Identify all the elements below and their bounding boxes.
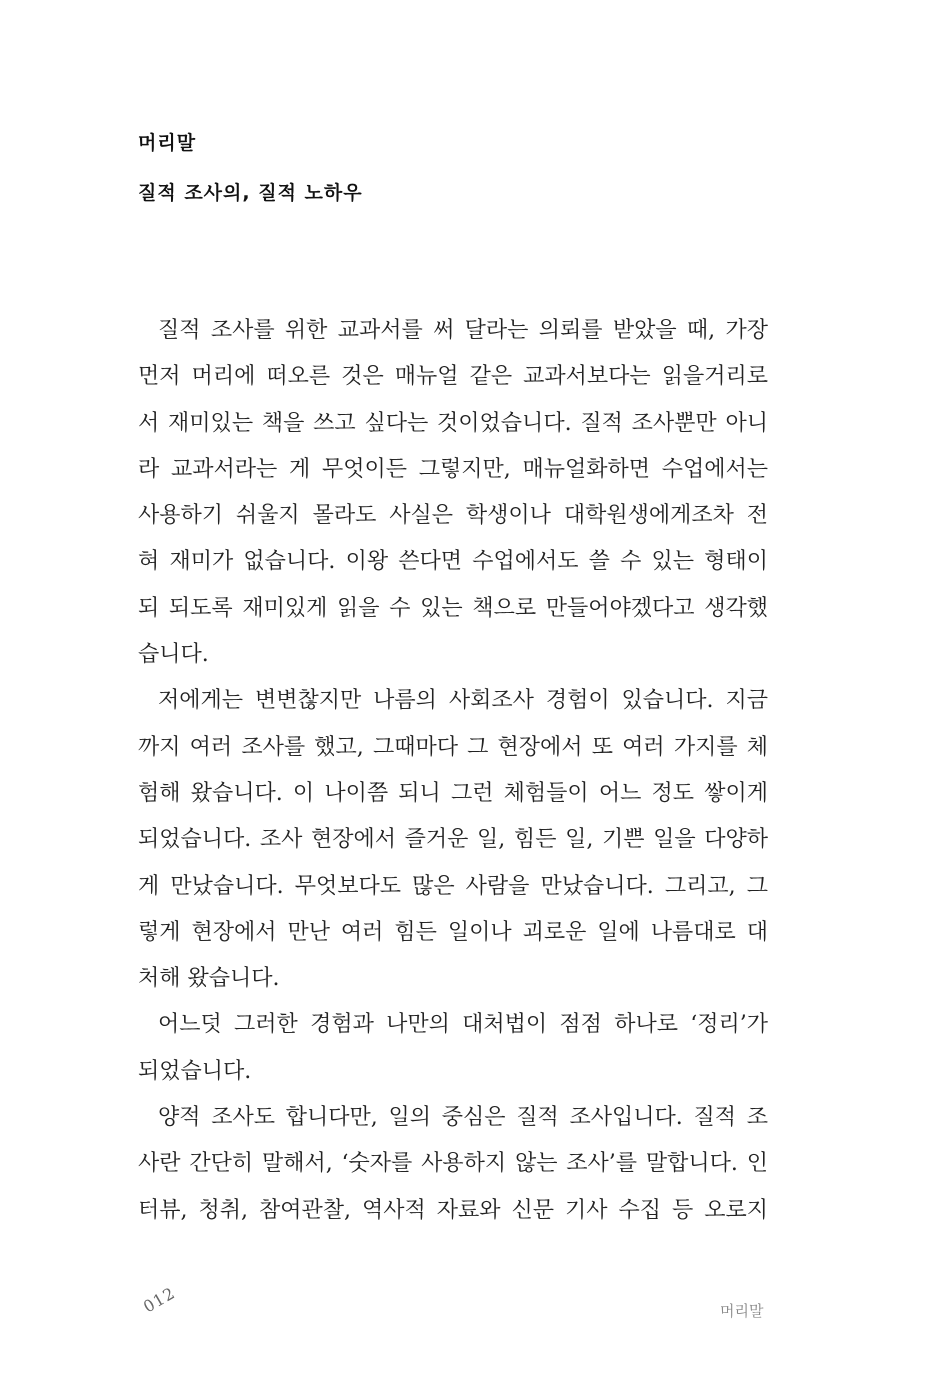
body-line-9: 저에게는 변변찮지만 나름의 사회조사 경험이 있습니다. 지금 — [158, 688, 768, 714]
running-head: 머리말 — [720, 1302, 764, 1320]
body-line-12: 되었습니다. 조사 현장에서 즐거운 일, 힘든 일, 기쁜 일을 다양하 — [138, 827, 768, 853]
body-line-3: 서 재미있는 책을 쓰고 싶다는 것이었습니다. 질적 조사뿐만 아니 — [138, 410, 768, 436]
body-line-6: 혀 재미가 없습니다. 이왕 쓴다면 수업에서도 쓸 수 있는 형태이 — [138, 549, 768, 575]
body-line-18: 양적 조사도 합니다만, 일의 중심은 질적 조사입니다. 질적 조 — [158, 1105, 768, 1131]
body-line-17: 되었습니다. — [138, 1058, 252, 1084]
body-text — [138, 308, 768, 1234]
body-line-2: 먼저 머리에 떠오른 것은 매뉴얼 같은 교과서보다는 읽을거리로 — [138, 364, 768, 390]
body-line-13: 게 만났습니다. 무엇보다도 많은 사람을 만났습니다. 그리고, 그 — [138, 873, 768, 899]
body-line-15: 처해 왔습니다. — [138, 966, 280, 992]
body-line-4: 라 교과서라는 게 무엇이든 그렇지만, 매뉴얼화하면 수업에서는 — [138, 456, 768, 482]
body-line-11: 험해 왔습니다. 이 나이쯤 되니 그런 체험들이 어느 정도 쌓이게 — [138, 780, 768, 806]
section-label: 머리말 — [138, 132, 197, 154]
chapter-title: 질적 조사의, 질적 노하우 — [138, 182, 363, 204]
body-line-7: 되 되도록 재미있게 읽을 수 있는 책으로 만들어야겠다고 생각했 — [138, 595, 768, 621]
body-line-1: 질적 조사를 위한 교과서를 써 달라는 의뢰를 받았을 때, 가장 — [158, 318, 768, 343]
page-number: 012 — [140, 1283, 179, 1317]
body-line-19: 사란 간단히 말해서, ‘숫자를 사용하지 않는 조사’를 말합니다. 인 — [138, 1151, 768, 1177]
body-line-10: 까지 여러 조사를 했고, 그때마다 그 현장에서 또 여러 가지를 체 — [138, 734, 768, 760]
body-line-8: 습니다. — [138, 642, 209, 668]
body-line-5: 사용하기 쉬울지 몰라도 사실은 학생이나 대학원생에게조차 전 — [138, 503, 768, 529]
body-line-20: 터뷰, 청취, 참여관찰, 역사적 자료와 신문 기사 수집 등 오로지 — [138, 1197, 768, 1223]
body-line-14: 렇게 현장에서 만난 여러 힘든 일이나 괴로운 일에 나름대로 대 — [138, 919, 768, 945]
body-line-16: 어느덧 그러한 경험과 나만의 대처법이 점점 하나로 ‘정리’가 — [158, 1012, 768, 1038]
